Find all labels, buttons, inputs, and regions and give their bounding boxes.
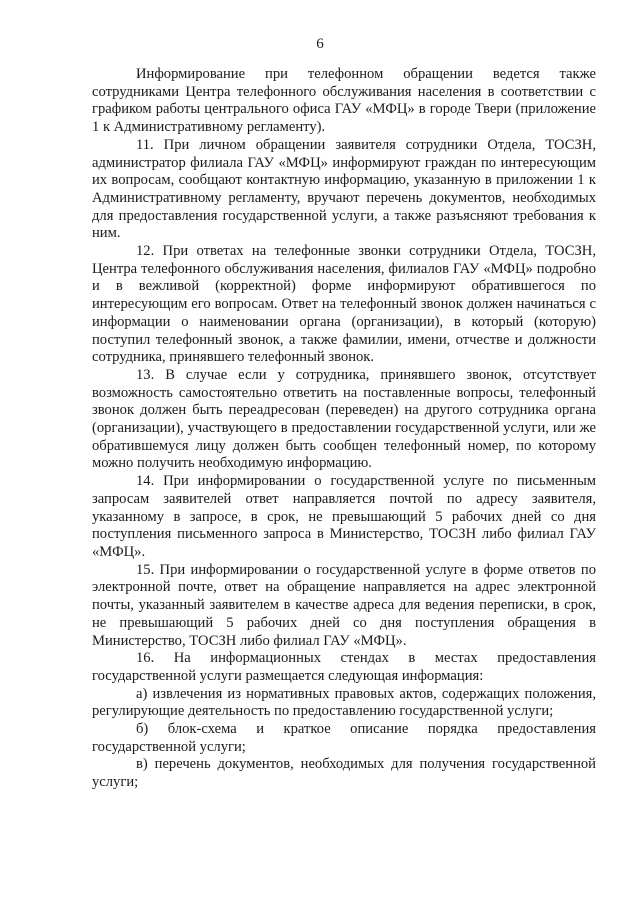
list-item-a: а) извлечения из нормативных правовых актов, содержащих положения, регулирующие деятельность по предоставлению государственной услуги; bbox=[92, 685, 596, 720]
paragraph-13: 13. В случае если у сотрудника, принявшего звонок, отсутствует возможность самостоятельно ответить на поставленные вопросы, телефонный звонок должен быть переадресован (переведен) на другого сотрудника органа (организации), участвующего в предоставлении государственной услуги, или же обратившемуся лицу должен быть сообщен телефонный номер, по которому можно получить необходимую информацию. bbox=[92, 366, 596, 472]
paragraph-14: 14. При информировании о государственной услуге по письменным запросам заявителей ответ направляется почтой по адресу заявителя, указанному в запросе, в срок, не превышающий 5 рабочих дней со дня поступления письменного запроса в Министерство, ТОСЗН либо филиал ГАУ «МФЦ». bbox=[92, 473, 596, 560]
list-item-v: в) перечень документов, необходимых для получения государственной услуги; bbox=[92, 756, 596, 791]
document-body bbox=[92, 66, 596, 792]
paragraph-16: 16. На информационных стендах в местах предоставления государственной услуги размещается следующая информация: bbox=[92, 650, 596, 684]
paragraph-15: 15. При информировании о государственной услуге в форме ответов по электронной почте, ответ на обращение направляется на адрес электронной почты, указанный заявителем в качестве адреса для ведения переписки, в срок, не превышающий 5 рабочих дней со дня поступления обращения в Министерство, ТОСЗН либо филиал ГАУ «МФЦ». bbox=[92, 561, 596, 649]
list-item-b: б) блок-схема и краткое описание порядка предоставления государственной услуги; bbox=[92, 721, 596, 755]
paragraph-11: 11. При личном обращении заявителя сотрудники Отдела, ТОСЗН, администратор филиала ГАУ «МФЦ» информируют граждан по интересующим их вопросам, сообщают контактную информацию, указанную в приложении 1 к Административному регламенту, вручают перечень документов, необходимых для предоставления государственной услуги, а также разъясняют требования к ним. bbox=[92, 136, 596, 242]
paragraph-intro-phone-info: Информирование при телефонном обращении ведется также сотрудниками Центра телефонного обслуживания населения в соответствии с графиком работы центрального офиса ГАУ «МФЦ» в городе Твери (приложение 1 к Административному регламенту). bbox=[92, 66, 596, 136]
page-number: 6 bbox=[316, 36, 324, 52]
paragraph-12: 12. При ответах на телефонные звонки сотрудники Отдела, ТОСЗН, Центра телефонного обслуживания населения, филиалов ГАУ «МФЦ» подробно и в вежливой (корректной) форме информируют обратившегося по интересующим его вопросам. Ответ на телефонный звонок должен начинаться с информации о наименовании органа (организации), в который (которую) поступил телефонный звонок, а также фамилии, имени, отчестве и должности сотрудника, принявшего телефонный звонок. bbox=[92, 243, 596, 366]
